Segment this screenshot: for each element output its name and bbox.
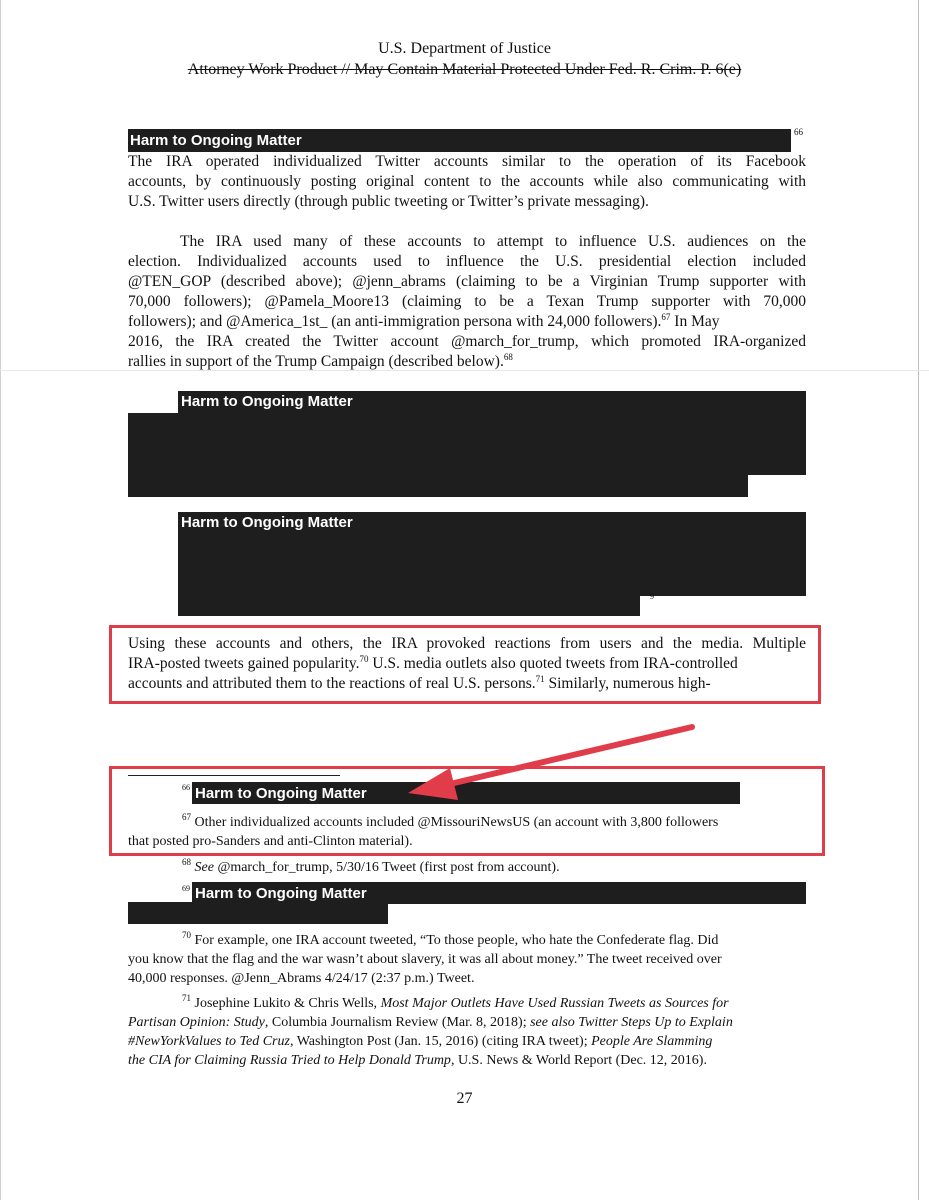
page-number: 27	[456, 1090, 473, 1107]
paragraph-2-line-1: The IRA used many of these accounts to attempt to influence U.S. audiences on the	[180, 233, 806, 250]
paragraph-1-line-2: accounts, by continuously posting original content to the accounts while also communicating with	[128, 173, 806, 190]
agency-header: U.S. Department of Justice	[378, 40, 551, 57]
paragraph-2-line-5: followers); and @America_1st_ (an anti-immigration persona with 24,000 followers).$^{67}$ In May	[128, 312, 720, 330]
redaction-label: Harm to Ongoing Matter	[181, 393, 353, 410]
paragraph-3-line-3: accounts and attributed them to the reactions of real U.S. persons.$^{71}$ Similarly, numerous high-	[128, 674, 711, 692]
footnote-71-line-3: #NewYorkValues to Ted Cruz, Washington Post (Jan. 15, 2016) (citing IRA tweet); People Are Slamming	[128, 1034, 713, 1049]
footnote-70-line-3: 40,000 responses. @Jenn_Abrams 4/24/17 (2:37 p.m.) Tweet.	[128, 971, 475, 986]
footnote-ref-68: 68	[503, 352, 513, 362]
footnote-67-line-2: that posted pro-Sanders and anti-Clinton material).	[128, 834, 413, 849]
paragraph-2-line-6: 2016, the IRA created the Twitter account @march_for_trump, which promoted IRA-organized	[128, 333, 806, 350]
redaction-label: Harm to Ongoing Matter	[195, 885, 367, 902]
redaction-label: Harm to Ongoing Matter	[130, 132, 302, 149]
footnote-71-line-1: $^{71}$ Josephine Lukito & Chris Wells, Most Major Outlets Have Used Russian Tweets as Sources for	[182, 993, 729, 1011]
redaction-label: Harm to Ongoing Matter	[181, 514, 353, 531]
footnote-71-line-2: Partisan Opinion: Study, Columbia Journalism Review (Mar. 8, 2018); see also Twitter Steps Up to Explain	[128, 1015, 733, 1030]
paragraph-1-line-3: U.S. Twitter users directly (through public tweeting or Twitter’s private messaging).	[128, 193, 649, 210]
footnote-71-line-4: the CIA for Claiming Russia Tried to Help Donald Trump, U.S. News & World Report (Dec. 12, 2016).	[128, 1053, 707, 1068]
footnote-70-line-1: $^{70}$ For example, one IRA account tweeted, “To those people, who hate the Confederate flag. Did	[182, 930, 719, 948]
paragraph-1-line-1: The IRA operated individualized Twitter accounts similar to the operation of its Facebook	[128, 153, 806, 170]
redaction-label: Harm to Ongoing Matter	[195, 785, 367, 802]
work-product-notice: Attorney Work Product // May Contain Material Protected Under Fed. R. Crim. P. 6(e)	[187, 61, 742, 78]
footnote-number-69: 69	[182, 884, 190, 893]
footnote-ref-small: 9	[650, 592, 654, 601]
footnote-68: $^{68}$ See @march_for_trump, 5/30/16 Tweet (first post from account).	[182, 857, 560, 875]
footnote-67-line-1: $^{67}$ Other individualized accounts included @MissouriNewsUS (an account with 3,800 followers	[182, 812, 719, 830]
paragraph-3-line-1: Using these accounts and others, the IRA provoked reactions from users and the media. Multiple	[128, 635, 806, 652]
paragraph-2-line-2: election. Individualized accounts used to influence the U.S. presidential election included	[128, 253, 806, 270]
footnote-ref-70: 70	[359, 654, 369, 664]
paragraph-2-line-7: rallies in support of the Trump Campaign (described below).$^{68}$	[128, 352, 513, 370]
footnote-70-line-2: you know that the flag and the war wasn’t about slavery, it was all about money.” The tweet received over	[128, 952, 722, 967]
footnote-ref-67: 67	[661, 312, 671, 322]
paragraph-2-line-3: @TEN_GOP (described above); @jenn_abrams (claiming to be a Virginian Trump supporter with	[128, 273, 806, 290]
paragraph-2-line-4: 70,000 followers); @Pamela_Moore13 (claiming to be a Texan Trump supporter with 70,000	[128, 293, 806, 310]
footnote-ref-71: 71	[535, 674, 545, 684]
paragraph-3-line-2: IRA-posted tweets gained popularity.$^{70}$ U.S. media outlets also quoted tweets from IRA-controlled	[128, 654, 738, 672]
footnote-number-66: 66	[182, 783, 190, 792]
footnote-ref-66: 66	[794, 127, 803, 137]
